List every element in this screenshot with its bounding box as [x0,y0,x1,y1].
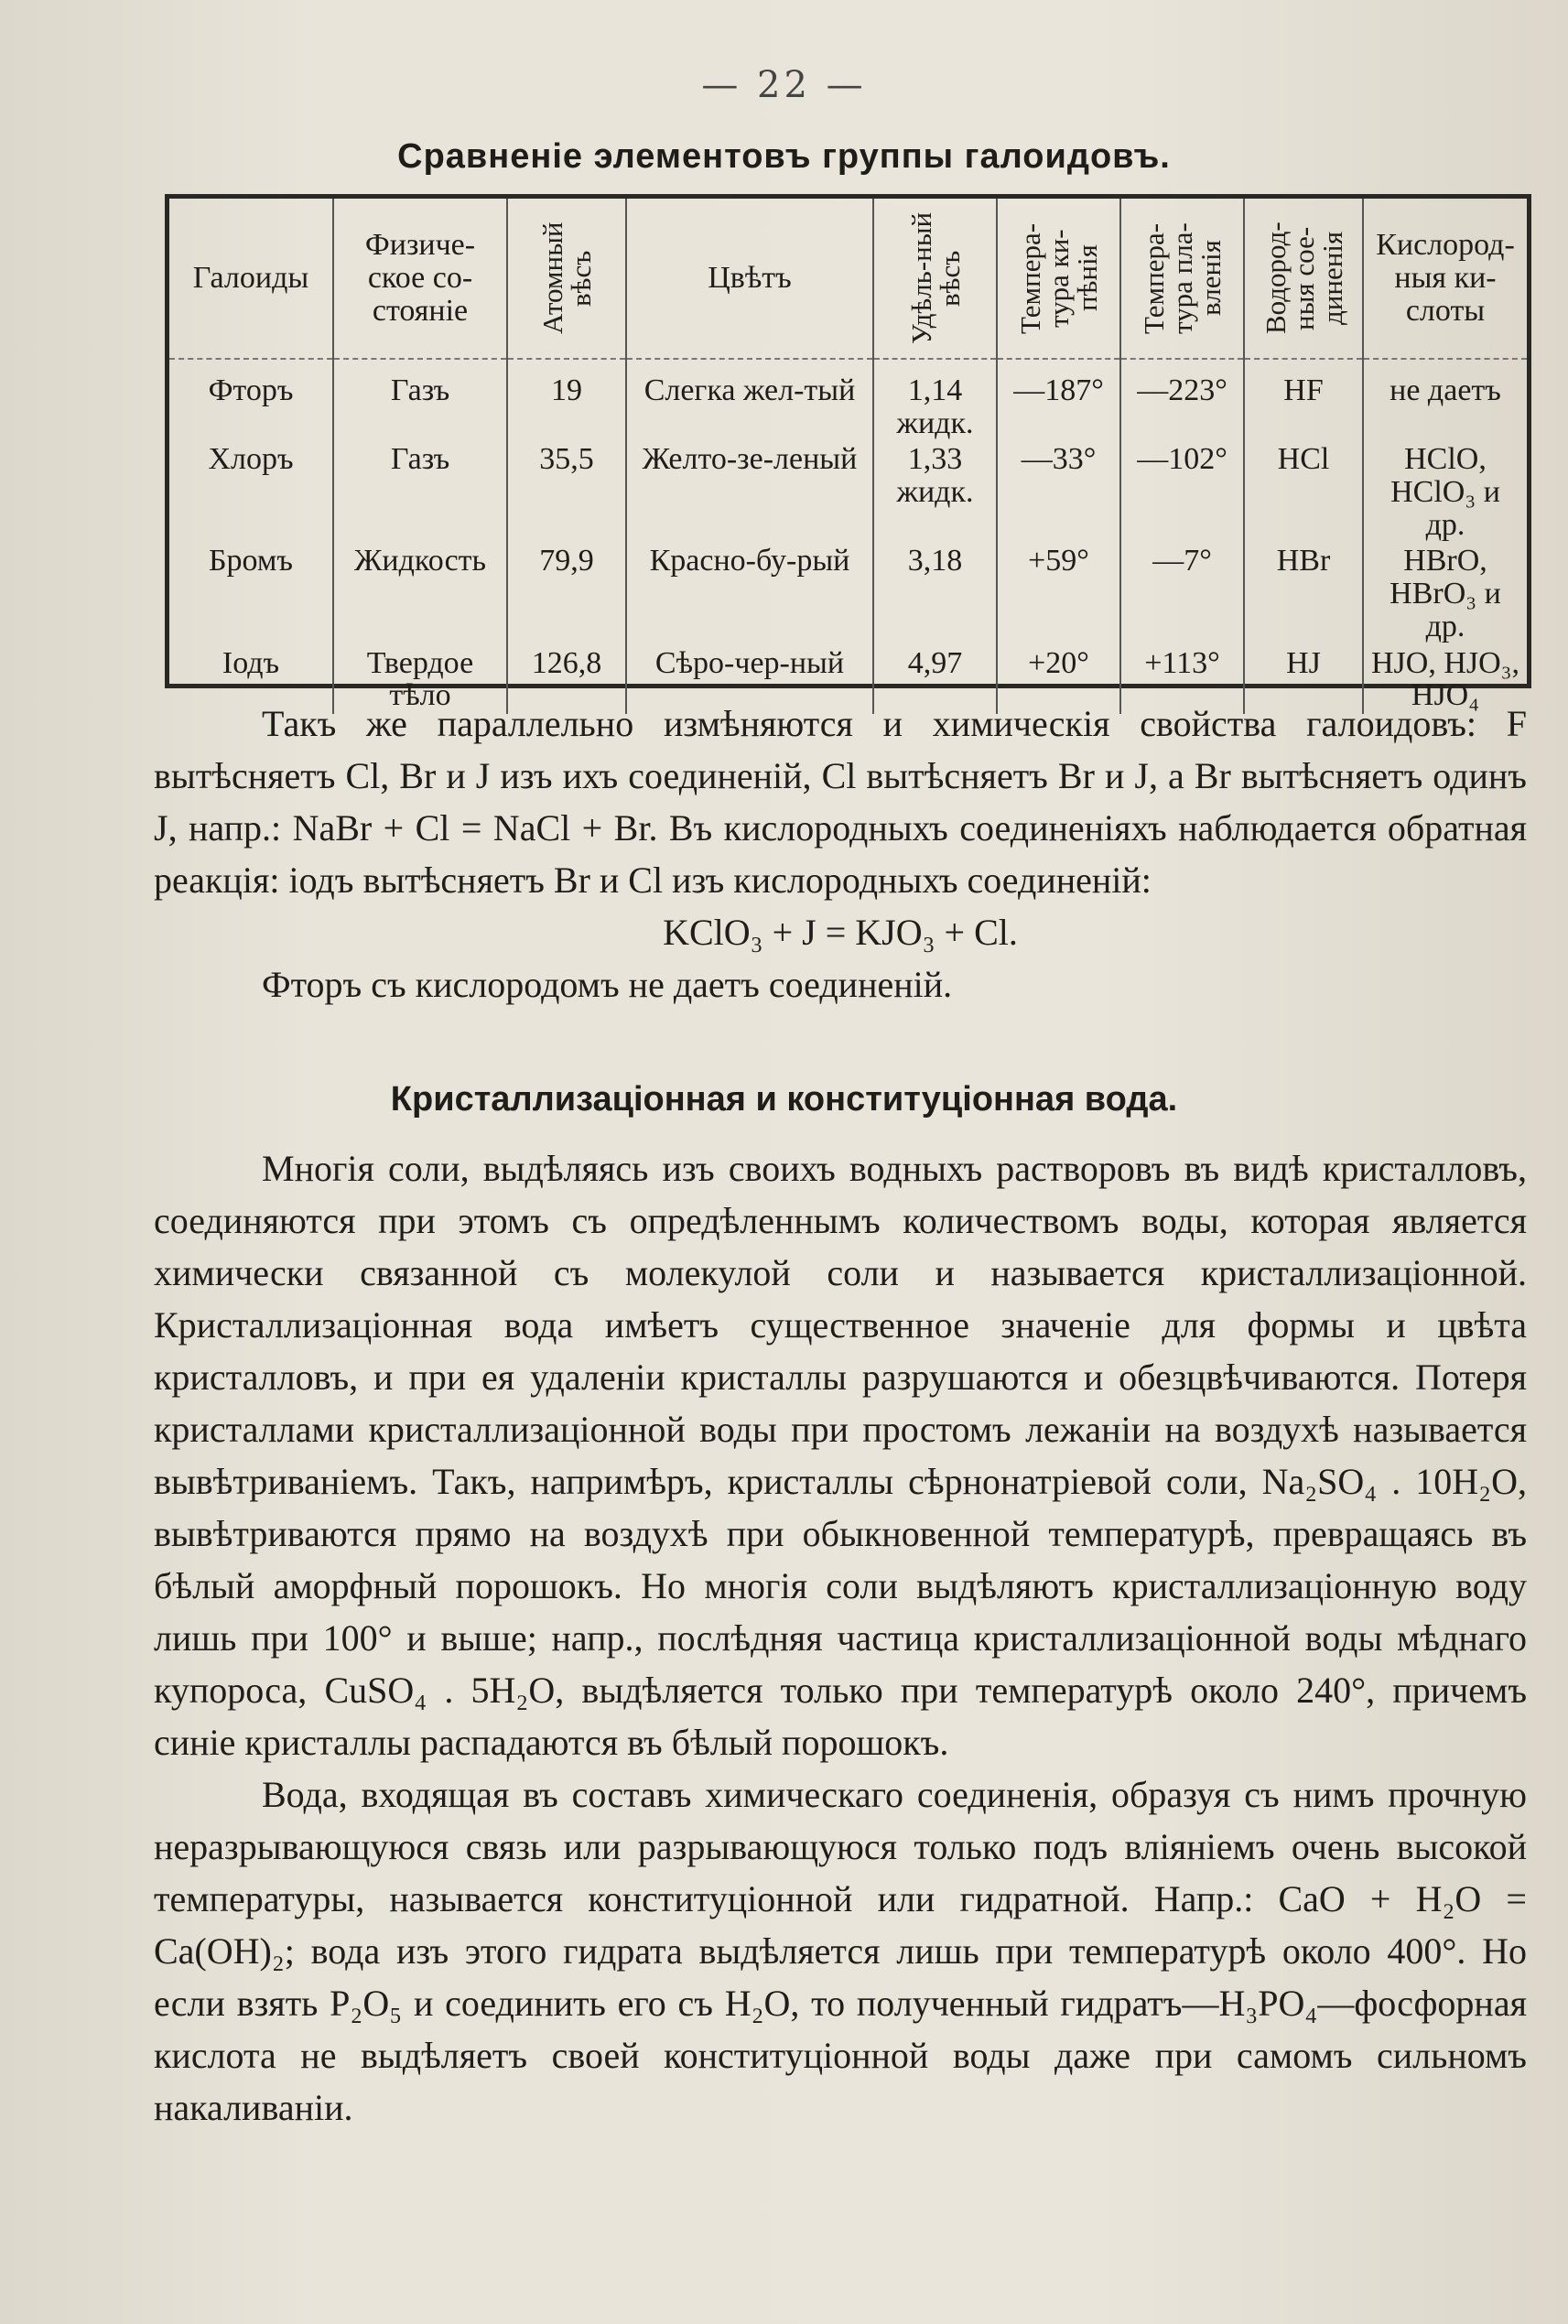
cell: 19 [507,359,626,441]
cell: HCl [1244,441,1363,543]
cell: Слегка жел-тый [626,359,873,441]
header-boiling [997,199,1120,359]
page-number: — 22 — [701,64,867,106]
cell: Бромъ [209,544,293,578]
table-row [169,543,1527,644]
water-text [154,1142,1527,2134]
header-hydrogen [1244,199,1363,359]
cell: +59° [997,543,1120,644]
cell: 4,97 [873,645,997,714]
formula: KClO₃ + J = KJO₃ + Cl. [663,912,1018,953]
header-halogens: Галоиды [169,199,333,359]
cell: 3,18 [873,543,997,644]
cell: 35,5 [507,441,626,543]
cell: HClO, HClO₃ и др. [1363,441,1527,543]
cell: Газъ [333,359,507,441]
header-melting [1120,199,1244,359]
cell: 1,33 жидк. [873,441,997,543]
table-header-row [169,199,1527,359]
table-row [169,441,1527,543]
cell: HJO, HJO₃, HJO₄ [1363,645,1527,714]
header-density [873,199,997,359]
halogen-table [165,194,1531,713]
cell: HBrO, HBrO₃ и др. [1363,543,1527,644]
header-atomic-weight-label: Атомный вѣсъ [536,222,597,335]
table-row [169,359,1527,441]
paragraph: Фторъ съ кислородомъ не даетъ соединеній. [262,964,953,1005]
cell: Фторъ [208,373,294,407]
cell: —187° [997,359,1120,441]
cell: Красно-бу-рый [626,543,873,644]
cell: HBr [1244,543,1363,644]
cell: 1,14 жидк. [873,359,997,441]
cell: 79,9 [507,543,626,644]
cell: —7° [1120,543,1244,644]
cell: Газъ [333,441,507,543]
cell: Іодъ [222,645,280,680]
header-atomic-weight [507,199,626,359]
cell: —102° [1120,441,1244,543]
header-state: Физиче-ское со-стояніе [333,199,507,359]
cell: Твердое тѣло [333,645,507,714]
header-density-label: Удѣль-ный вѣсъ [904,211,966,345]
cell: Жидкость [333,543,507,644]
cell: 126,8 [507,645,626,714]
header-melting-label: Темпера-тура пла-вленія [1138,222,1227,334]
cell: —33° [997,441,1120,543]
header-oxygen-acids: Кислород-ныя ки-слоты [1363,199,1527,359]
cell: Желто-зе-леный [626,441,873,543]
header-boiling-label: Темпера-тура ки-пѣнія [1014,222,1103,334]
header-color: Цвѣтъ [626,199,873,359]
section-title: Кристаллизаціонная и конституціонная вода. [390,1080,1178,1119]
cell: Сѣро-чер-ный [626,645,873,714]
paragraph: Многія соли, выдѣляясь изъ своихъ водныхъ растворовъ въ видѣ кристалловъ, соединяются при этомъ съ опредѣленнымъ количествомъ воды, которая является химически связанной съ молекулой соли и называется кристаллизаціонной. Кристаллизаціонная вода имѣетъ существенное значеніе для формы и цвѣта кристалловъ, и при ея удаленіи кристаллы разрушаются и обезцвѣчиваются. Потеря кристаллами кристаллизаціонной воды при простомъ лежаніи на воздухѣ называется вывѣтриваніемъ. Такъ, напримѣръ, кристаллы сѣрнонатріевой соли, Na₂SO₄ . 10H₂O, вывѣтриваются прямо на воздухѣ при обыкновенной температурѣ, превращаясь въ бѣлый аморфный порошокъ. Но многія соли выдѣляютъ кристаллизаціонную воду лишь при 100° и выше; напр., послѣдняя частица кристаллизаціонной воды мѣднаго купороса, CuSO₄ . 5H₂O, выдѣляется только при температурѣ около 240°, причемъ синіе кристаллы распадаются въ бѣлый порошокъ. [154,1148,1527,1763]
paragraph: Вода, входящая въ составъ химическаго соединенія, образуя съ нимъ прочную неразрывающуюся связь или разрывающуюся только подъ вліяніемъ очень высокой температуры, называется конституціонной или гидратной. Напр.: CaO + H₂O = Ca(OH)₂; вода изъ этого гидрата выдѣляется лишь при температурѣ около 400°. Но если взять P₂O₅ и соединить его съ H₂O, то полученный гидратъ—H₃PO₄—фосфорная кислота не выдѣляетъ своей конституціонной воды даже при самомъ сильномъ накаливаніи. [154,1774,1527,2128]
cell: +20° [997,645,1120,714]
header-hydrogen-label: Водород-ныя сое-диненія [1259,222,1348,335]
cell: +113° [1120,645,1244,714]
table-title: Сравненіе элементовъ группы галоидовъ. [397,137,1171,176]
paragraph: Такъ же параллельно измѣняются и химическія свойства галоидовъ: F вытѣсняетъ Cl, Br и J изъ ихъ соединеній, Cl вытѣсняетъ Br и J, а Br вытѣсняетъ одинъ J, напр.: NaBr + Cl = NaCl + Br. Въ кислородныхъ соединеніяхъ наблюдается обратная реакція: іодъ вытѣсняетъ Br и Cl изъ кислородныхъ соединеній: [154,703,1527,901]
cell: не даетъ [1363,359,1527,441]
cell: HF [1244,359,1363,441]
cell: —223° [1120,359,1244,441]
cell: Хлоръ [208,442,294,477]
halogen-text [154,697,1527,1011]
cell: HJ [1244,645,1363,714]
